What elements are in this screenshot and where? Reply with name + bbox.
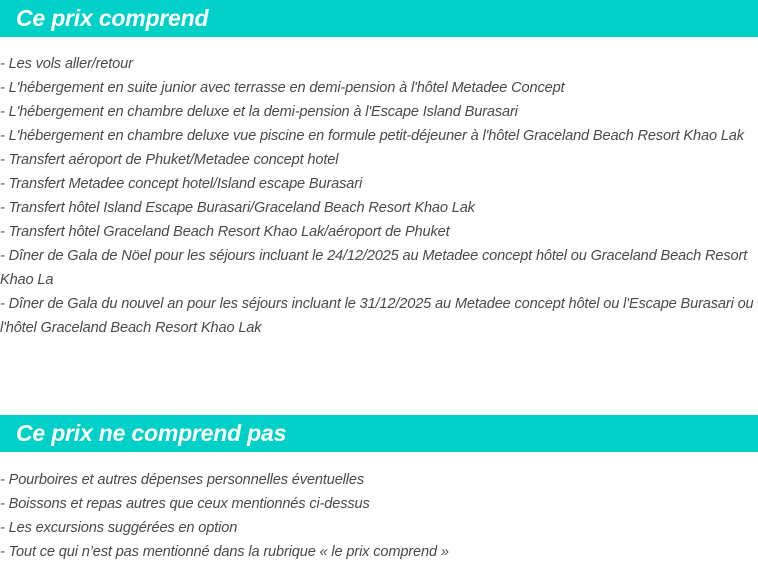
list-item: - Pourboires et autres dépenses personnelles éventuelles <box>0 472 364 488</box>
list-item: - Dîner de Gala de Nöel pour les séjours incluant le 24/12/2025 au Metadee concept hôtel ou Graceland Beach Resort Khao La <box>0 248 748 288</box>
list-item: - Transfert hôtel Graceland Beach Resort Khao Lak/aéroport de Phuket <box>0 224 450 240</box>
list-item: - Boissons et repas autres que ceux mentionnés ci-dessus <box>0 496 370 512</box>
list-item: - Transfert Metadee concept hotel/Island escape Burasari <box>0 176 363 192</box>
list-item: - Dîner de Gala du nouvel an pour les séjours incluant le 31/12/2025 au Metadee concept hôtel ou l'Escape Burasari ou l'hôtel Graceland Beach Resort Khao Lak <box>0 296 754 336</box>
list-item: - Transfert hôtel Island Escape Burasari/Graceland Beach Resort Khao Lak <box>0 200 475 216</box>
list-item: - L'hébergement en chambre deluxe et la demi-pension à l'Escape Island Burasari <box>0 104 518 120</box>
list-item: - L'hébergement en chambre deluxe vue piscine en formule petit-déjeuner à l'hôtel Graceland Beach Resort Khao Lak <box>0 128 744 144</box>
excluded-list <box>0 468 758 564</box>
list-item: - Transfert aéroport de Phuket/Metadee concept hotel <box>0 152 339 168</box>
section-header-excluded: Ce prix ne comprend pas <box>0 415 758 452</box>
list-item: - Tout ce qui n’est pas mentionné dans la rubrique « le prix comprend » <box>0 544 449 560</box>
section-header-included: Ce prix comprend <box>0 0 758 37</box>
included-list <box>0 52 758 340</box>
list-item: - Les vols aller/retour <box>0 56 133 72</box>
list-item: - L'hébergement en suite junior avec terrasse en demi-pension à l'hôtel Metadee Concept <box>0 80 565 96</box>
list-item: - Les excursions suggérées en option <box>0 520 238 536</box>
